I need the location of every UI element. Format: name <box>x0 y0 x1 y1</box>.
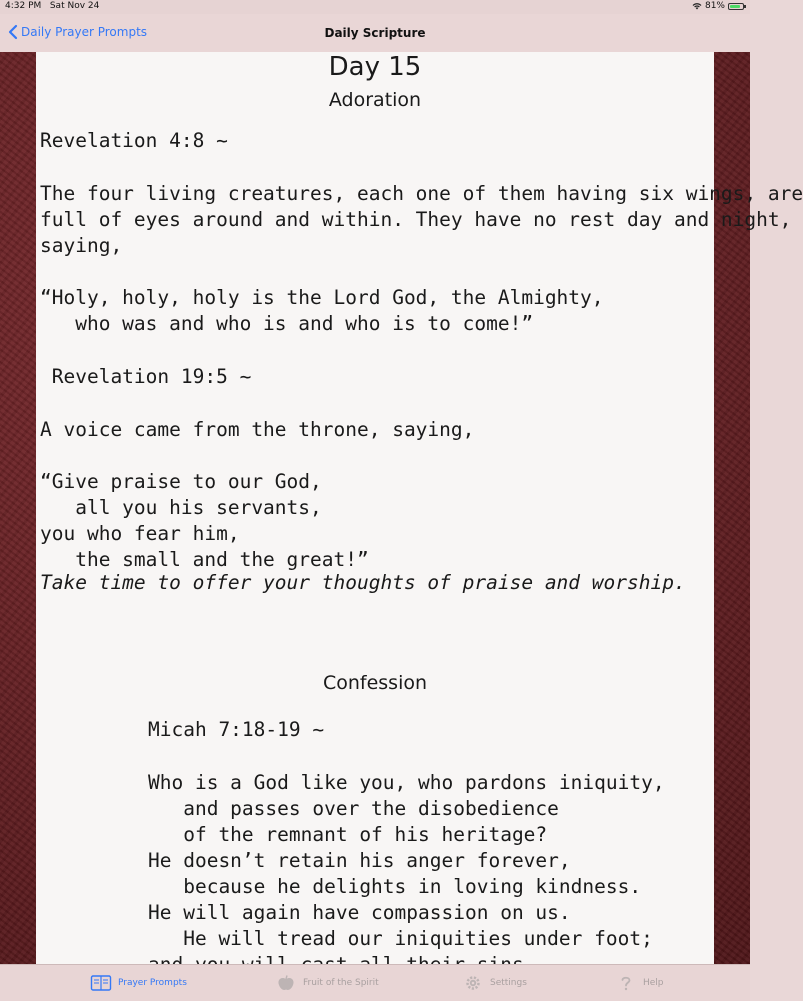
tab-label: Fruit of the Spirit <box>303 978 379 988</box>
status-bar <box>0 0 750 14</box>
nav-title: Daily Scripture <box>324 26 426 40</box>
adoration-reference-2: Revelation 19:5 ~ <box>40 365 252 388</box>
battery-fill <box>730 5 740 8</box>
tab-label: Prayer Prompts <box>118 978 187 988</box>
adoration-quote-2: “Give praise to our God, all you his servants, you who fear him, the small and the great!” <box>40 470 369 571</box>
status-time-date: 4:32 PM Sat Nov 24 <box>5 1 100 11</box>
wifi-icon <box>692 2 702 10</box>
tab-label: Help <box>643 978 664 988</box>
tab-prayer-prompts[interactable] <box>90 974 187 992</box>
gear-icon <box>462 974 484 992</box>
adoration-quote-1: “Holy, holy, holy is the Lord God, the Almighty, who was and who is and who is to come!” <box>40 286 604 335</box>
tab-settings[interactable] <box>462 974 527 992</box>
tab-label: Settings <box>490 978 527 988</box>
adoration-heading: Adoration <box>328 89 422 111</box>
status-indicators <box>692 1 744 11</box>
adoration-reference-1: Revelation 4:8 ~ <box>40 129 228 152</box>
back-button-label: Daily Prayer Prompts <box>21 25 148 39</box>
tab-help[interactable] <box>615 974 664 992</box>
confession-reference: Micah 7:18-19 ~ <box>148 718 325 741</box>
tab-fruit-of-the-spirit[interactable] <box>275 974 379 992</box>
day-title: Day 15 <box>328 52 422 82</box>
battery-percent: 81% <box>704 1 725 11</box>
confession-passage: Who is a God like you, who pardons iniquity, and passes over the disobedience of the remnant of his heritage? He doesn’t retain his anger forever, because he delights in loving kindness. He will again have compassion on us. He will tread our iniquities under foot; <box>148 771 665 950</box>
adoration-prompt: Take time to offer your thoughts of praise and worship. <box>40 571 686 594</box>
tab-bar <box>0 964 750 1001</box>
book-icon <box>90 974 112 992</box>
question-icon <box>615 974 637 992</box>
navigation-bar <box>0 14 750 53</box>
adoration-passage-1: The four living creatures, each one of them having six wings, are full of eyes around and within. They have no rest day and night, saying, <box>40 182 803 257</box>
scripture-scroll-view[interactable] <box>36 52 803 964</box>
battery-icon <box>728 3 744 10</box>
adoration-passage-2: A voice came from the throne, saying, <box>40 418 475 441</box>
apple-icon <box>275 974 297 992</box>
confession-heading: Confession <box>322 672 428 694</box>
